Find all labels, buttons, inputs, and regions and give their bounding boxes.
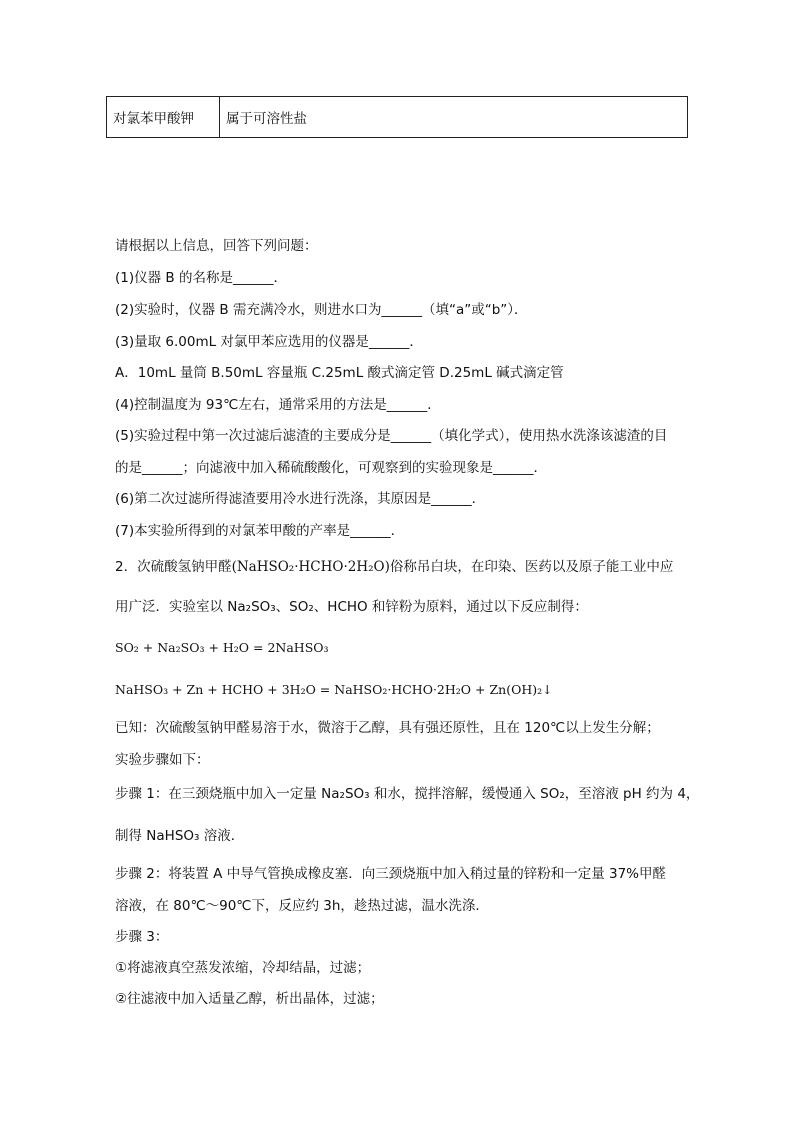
step-1-line-2: 制得 NaHSO₃ 溶液． — [115, 828, 245, 844]
question-1-2: (2)实验时，仪器 B 需充满冷水，则进水口为______（填“a”或“b”）． — [115, 302, 528, 318]
steps-title: 实验步骤如下： — [115, 752, 210, 768]
step-3-item-2: ②往滤液中加入适量乙醇，析出晶体，过滤； — [115, 991, 384, 1007]
step-1-line-1: 步骤 1：在三颈烧瓶中加入一定量 Na₂SO₃ 和水，搅拌溶解，缓慢通入 SO₂，至溶液 pH 约为 4， — [115, 786, 700, 802]
step-3-title: 步骤 3： — [115, 929, 169, 945]
question-1-5-line-2: 的是______；向滤液中加入稀硫酸酸化，可观察到的实验现象是______． — [115, 460, 547, 476]
equation-2: NaHSO₃ + Zn + HCHO + 3H₂O = NaHSO₂·HCHO·2H₂O + Zn(OH)₂↓ — [115, 682, 553, 697]
question-1-3: (3)量取 6.00mL 对氯甲苯应选用的仪器是______． — [115, 334, 423, 350]
question-1-7: (7)本实验所得到的对氯苯甲酸的产率是______． — [115, 523, 405, 539]
table-row — [107, 97, 688, 138]
known-info: 已知：次硫酸氢钠甲醛易溶于水，微溶于乙醇，具有强还原性，且在 120℃以上发生分解； — [115, 720, 660, 736]
table-cell-property: 属于可溶性盐 — [220, 97, 688, 138]
question-1-3-options: A．10mL 量筒 B.50mL 容量瓶 C.25mL 酸式滴定管 D.25mL 碱式滴定管 — [115, 365, 564, 381]
equation-1: SO₂ + Na₂SO₃ + H₂O = 2NaHSO₃ — [115, 640, 329, 655]
question-2-prefix: 2．次硫酸氢钠甲醛 — [115, 559, 232, 575]
question-2-formula: (NaHSO₂·HCHO·2H₂O) — [231, 559, 390, 575]
step-2-line-1: 步骤 2：将装置 A 中导气管换成橡皮塞．向三颈烧瓶中加入稍过量的锌粉和一定量 37%甲醛 — [115, 866, 666, 882]
property-table — [106, 96, 688, 138]
question-intro: 请根据以上信息，回答下列问题： — [115, 238, 318, 254]
question-2-suffix: 俗称吊白块，在印染、医药以及原子能工业中应 — [389, 559, 674, 575]
question-1-5-line-1: (5)实验过程中第一次过滤后滤渣的主要成分是______（填化学式），使用热水洗涤该滤渣的目 — [115, 428, 668, 444]
question-2-line-2: 用广泛．实验室以 Na₂SO₃、SO₂、HCHO 和锌粉为原料，通过以下反应制得： — [115, 599, 588, 615]
step-3-item-1: ①将滤液真空蒸发浓缩，冷却结晶，过滤； — [115, 960, 371, 976]
question-1-6: (6)第二次过滤所得滤渣要用冷水进行洗涤，其原因是______． — [115, 491, 486, 507]
step-2-line-2: 溶液，在 80℃～90℃下，反应约 3h，趁热过滤，温水洗涤． — [115, 898, 489, 914]
question-1-4: (4)控制温度为 93℃左右，通常采用的方法是______． — [115, 397, 441, 413]
table-cell-name: 对氯苯甲酸钾 — [107, 97, 220, 138]
question-1-1: (1)仪器 B 的名称是______． — [115, 270, 287, 286]
question-2-line-1 — [115, 557, 673, 577]
